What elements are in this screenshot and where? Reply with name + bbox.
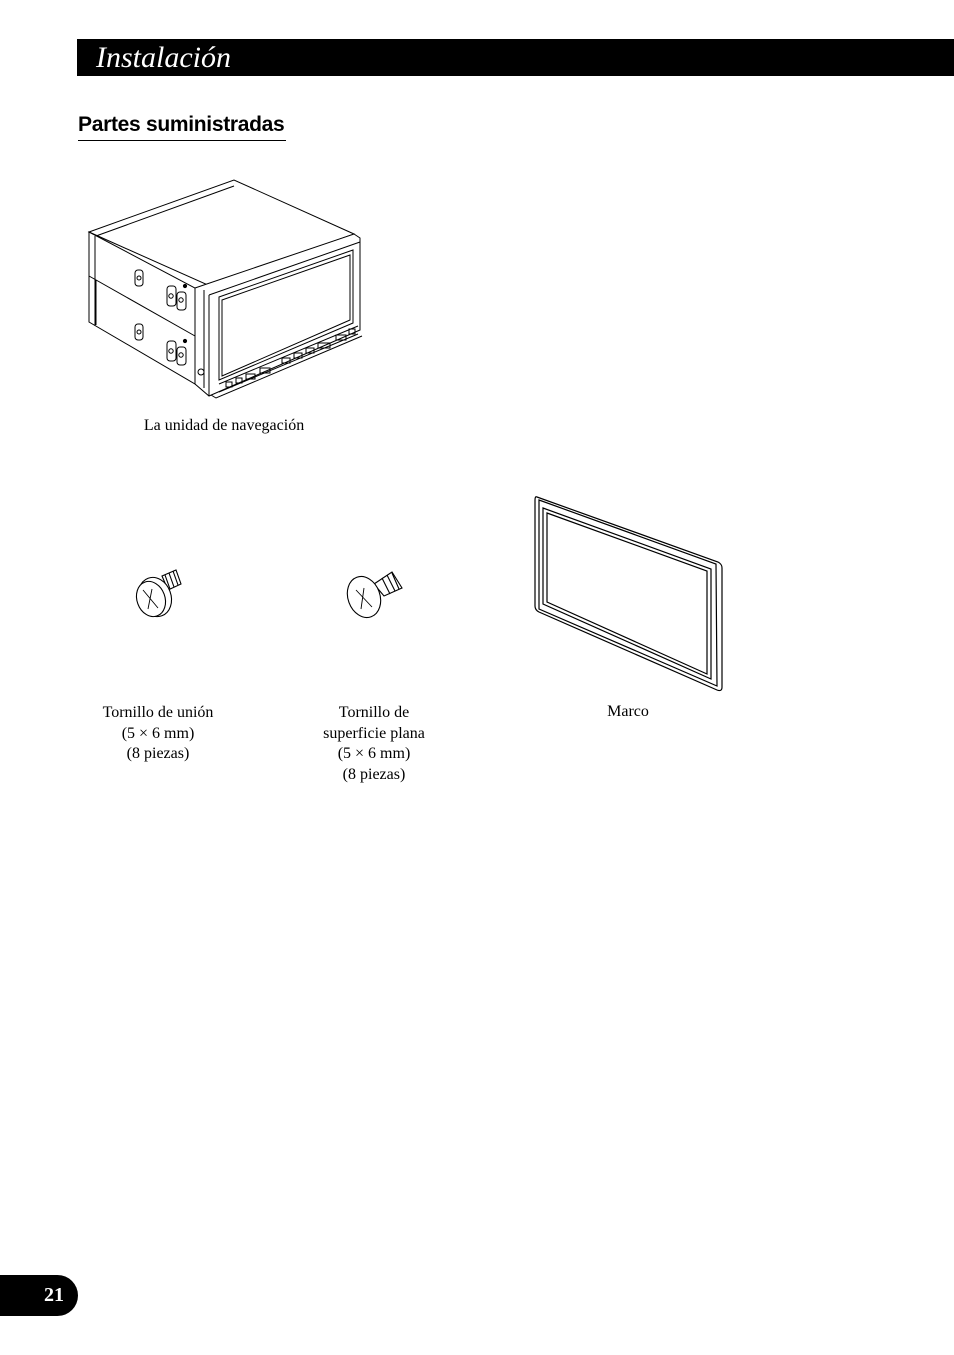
- page-title: Instalación: [96, 41, 231, 74]
- joining-screw-illustration: [128, 562, 190, 620]
- header-bar: [77, 39, 954, 76]
- joining-screw-name: Tornillo de unión: [102, 704, 214, 721]
- section-heading: Partes suministradas: [78, 110, 286, 141]
- page-number: 21: [44, 1284, 64, 1306]
- flat-screw-caption: [294, 703, 454, 785]
- flat-screw-illustration: [340, 566, 406, 622]
- flat-screw-quantity: (8 piezas): [342, 765, 406, 783]
- frame-caption: Marco: [607, 703, 649, 720]
- page-number-tab: [0, 1275, 78, 1316]
- joining-screw-caption: [78, 703, 238, 765]
- joining-screw-size: (5 × 6 mm): [121, 724, 195, 742]
- navigation-unit-illustration: [86, 178, 366, 400]
- frame-illustration: [533, 494, 725, 694]
- joining-screw-quantity: (8 piezas): [126, 745, 190, 762]
- flat-screw-size: (5 × 6 mm): [337, 745, 411, 762]
- flat-screw-name-2: superficie plana: [323, 724, 425, 742]
- flat-screw-name-1: Tornillo de: [338, 704, 410, 721]
- navigation-unit-caption: La unidad de navegación: [143, 417, 305, 434]
